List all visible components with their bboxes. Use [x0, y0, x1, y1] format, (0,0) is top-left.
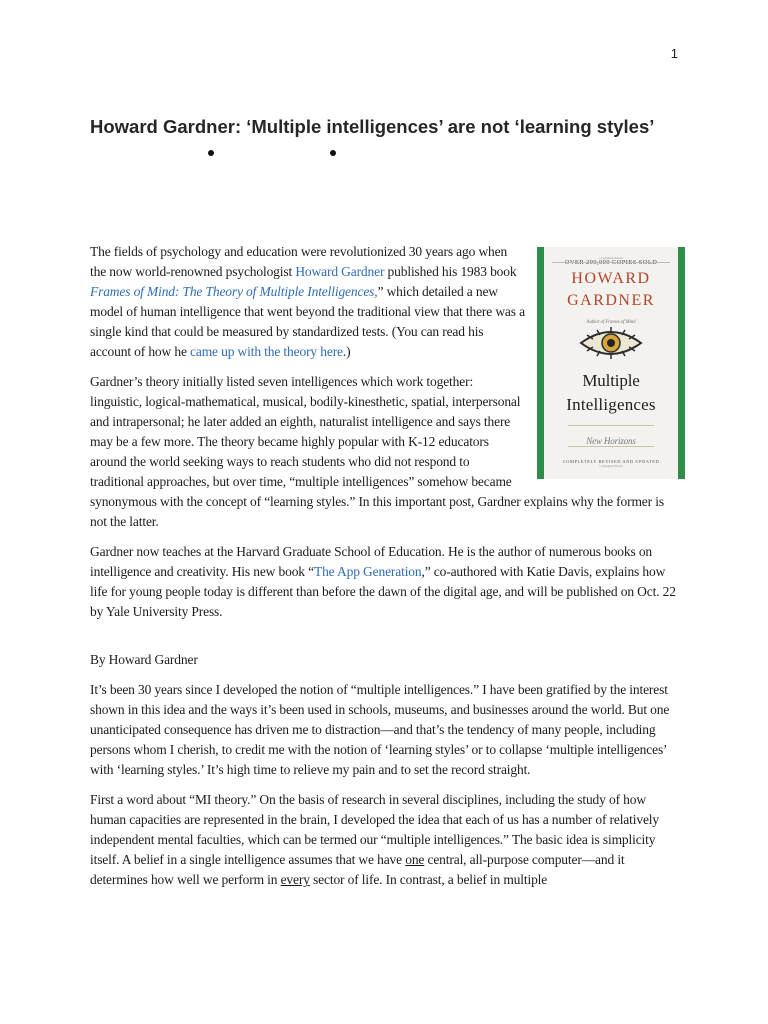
- book-cover-divider: [552, 262, 670, 263]
- book-cover-top-note: Copyrighted Material: [599, 256, 623, 260]
- book-cover-edition: New Horizons: [586, 436, 636, 446]
- howard-gardner-link[interactable]: Howard Gardner: [295, 264, 385, 279]
- mi-theory-paragraph: [90, 790, 680, 890]
- bio-text: ,” co-authored with Katie Davis, explains how life for young people today is different than before the dawn of the digital age, and will be published on Oct. 22 by Yale University Press.: [90, 564, 676, 619]
- byline: By Howard Gardner: [90, 652, 198, 667]
- book-cover-author-subtitle: Author of Frames of Mind: [586, 320, 636, 325]
- theory-paragraph: Gardner’s theory initially listed seven intelligences which work together: linguistic, logical-mathematical, musical, bodily-kinesthetic, spatial, interpersonal and intrapersonal; he later added an eighth, naturalist intelligence and says there may be a few more. The theory became highly popular with K-12 educators around the world seeking ways to reach students who did not respond to traditional approaches, but over time, “multiple intelligences” somehow became synonymous with the concept of “learning styles.” In this important post, Gardner explains why the former is not the latter.: [90, 374, 664, 529]
- app-generation-link[interactable]: The App Generation: [313, 564, 422, 579]
- book-cover-divider: [568, 446, 654, 447]
- author-bio-paragraph: [90, 542, 680, 622]
- underlined-word: every: [280, 872, 310, 887]
- book-cover-paper: [544, 247, 678, 479]
- body-paragraph: It’s been 30 years since I developed the notion of “multiple intelligences.” I have been gratified by the interest shown in this idea and the ways it’s been used in schools, museums, and businesses around the world. But one unanticipated consequence has driven me to distraction—and that’s the tendency of many people, including persons whom I cherish, to credit me with the notion of ‘learning styles’ or to collapse ‘multiple intelligences’ with ‘learning styles.’ It’s high time to relieve my pain and to set the record straight.: [90, 682, 670, 777]
- intro-text: The fields of psychology and education were revolutionized 30 years ago when the now world-renowned psychologist: [90, 244, 508, 279]
- body-text: First a word about “MI theory.” On the basis of research in several disciplines, including the study of how human capacities are represented in the brain, I developed the idea that each of us has a number of relatively independent mental faculties, which can be termed our “multiple intelligences.” The basic idea is simplicity itself. A belief in a single intelligence assumes that we have: [90, 792, 659, 867]
- frames-of-mind-link[interactable]: Frames of Mind: The Theory of Multiple Intelligences,: [90, 284, 378, 299]
- book-cover-author-last: GARDNER: [567, 292, 655, 309]
- intro-text: published his 1983 book: [384, 264, 517, 279]
- book-cover-title-line1: Multiple: [582, 371, 640, 390]
- bullet-dot: [330, 150, 336, 156]
- book-cover-copies-sold: OVER 200,000 COPIES SOLD: [564, 259, 658, 266]
- bio-text: Gardner now teaches at the Harvard Graduate School of Education. He is the author of numerous books on intelligence and creativity. His new book “: [90, 544, 653, 579]
- article-body: [90, 242, 680, 900]
- theory-link[interactable]: came up with the theory here: [190, 344, 343, 359]
- book-cover-divider: [568, 425, 654, 426]
- book-cover-author-first: HOWARD: [571, 270, 651, 287]
- book-cover-revised-note: COMPLETELY REVISED AND UPDATED: [562, 459, 660, 464]
- book-cover-title-line2: Intelligences: [566, 395, 656, 414]
- page-number: 1: [670, 46, 678, 61]
- book-cover-bottom-note: Copyrighted Material: [599, 464, 623, 468]
- eye-icon: [577, 325, 645, 361]
- underlined-word: one: [405, 852, 425, 867]
- article-title: Howard Gardner: ‘Multiple intelligences’ are not ‘learning styles’: [90, 116, 655, 137]
- intro-text: .): [342, 344, 351, 359]
- body-text: central, all-purpose computer—and it determines how well we perform in: [90, 852, 625, 887]
- intro-text: ” which detailed a new model of human intelligence that went beyond the traditional view that there was a single kind that could be measured by standardized tests. (You can read his account of how he: [90, 284, 525, 359]
- body-text: sector of life. In contrast, a belief in multiple: [309, 872, 548, 887]
- bullet-dot: [208, 150, 214, 156]
- book-cover-image: [537, 247, 685, 479]
